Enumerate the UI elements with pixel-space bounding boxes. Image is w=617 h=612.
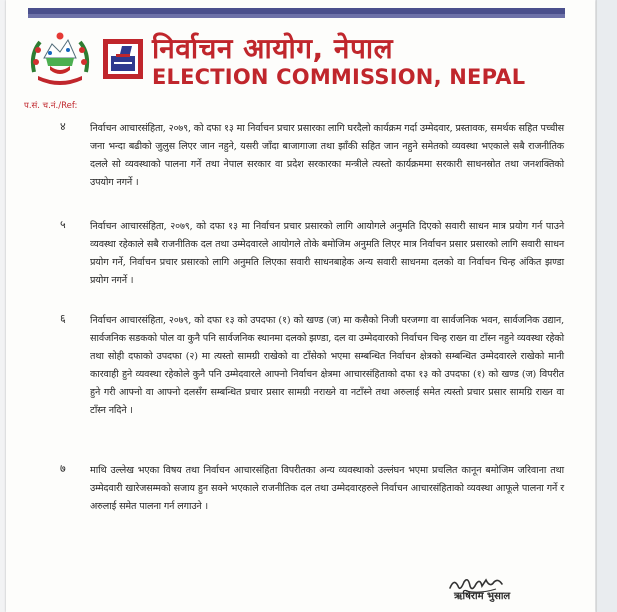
paragraph-text: निर्वाचन आचारसंहिता, २०७९, को दफा १३ मा निर्वाचन प्रचार प्रसारका लागि घरदैलो कार्यक्रम गर्दा उम्मेदवार, प्रस्तावक, समर्थक सहित पच्चीस जना भन्दा बढीको जुलुस लिएर जान नहुने, यसरी जाँदा बाजागाजा तथा झाँकी सहित जान नहुने समेतको व्यवस्था भएकाले सबै राजनीतिक दलले सो व्यवस्थाको पालना गर्ने तथा नेपाल सरकार वा प्रदेश सरकारका मन्त्रीले त्यस्तो कार्यक्रममा सरकारी साधनस्रोत तथा जनशक्तिको उपयोग नगर्ने । [90,123,564,188]
paragraph-text: निर्वाचन आचारसंहिता, २०७९, को दफा १३ मा निर्वाचन प्रचार प्रसारको लागि आयोगले अनुमति दिएको सवारी साधन मात्र प्रयोग गर्न पाउने व्यवस्था रहेकाले सबै राजनीतिक दल तथा उम्मेदवारले आयोगले तोके बमोजिम अनुमति लिएर मात्र निर्वाचन प्रसार प्रसारको लागि सवारी साधन प्रयोग गर्ने, निर्वाचन प्रचार प्रसारको लागि अनुमति लिएका सवारी साधनबाहेक अन्य सवारी साधनमा दलको वा निर्वाचन चिन्ह अंकित झण्डा प्रयोग नगर्ने । [90,221,564,286]
signatory-name: ऋषिराम भुसाल [454,591,511,602]
title-english: ELECTION COMMISSION, NEPAL [152,65,526,89]
paragraph-text: माथि उल्लेख भएका विषय तथा निर्वाचन आचारसंहिता विपरीतका अन्य व्यवस्थाको उल्लंघन भएमा प्रचलित कानून बमोजिम जरिवाना तथा उम्मेदवारी खारेजसम्मको सजाय हुन सक्ने भएकाले राजनीतिक दल तथा उम्मेदवारहरुले निर्वाचन आचारसंहिताको व्यवस्था आफूले पालना गर्ने र अरुलाई समेत पालना गर्न लगाउने । [90,465,564,512]
reference-label: प.सं. च.नं./Ref: [24,101,78,111]
paragraph-text: निर्वाचन आचारसंहिता, २०७९, को दफा १३ को उपदफा (१) को खण्ड (ज) मा कसैको निजी घरजग्गा वा सार्वजनिक भवन, सार्वजनिक उद्यान, सार्वजनिक सडकको पोल वा कुनै पनि सार्वजनिक स्थानमा दलको झण्डा, दल वा उम्मेदवारको निर्वाचन चिन्ह राख्न वा टाँस्न नहुने व्यवस्था रहेको तथा सोही दफाको उपदफा (२) मा त्यस्तो सामग्री राखेको वा टाँसेको भएमा सम्बन्धित निर्वाचन क्षेत्रको सम्बन्धित उम्मेदवारले राखेको मानी कारवाही हुने व्यवस्था रहेकोले कुनै पनि उम्मेदवारले आफ्नो निर्वाचन क्षेत्रमा आचारसंहिताको दफा १३ को उपदफा (१) को खण्ड (ज) विपरीत हुने गरी आफ्नो वा आफ्नो दलसँग सम्बन्धित प्रचार प्रसार सामग्री नराख्ने वा नटाँस्ने तथा अरुलाई समेत त्यस्तो प्रचार प्रसार सामग्रि राख्न वा टाँस्न नदिने । [90,315,565,416]
paragraph-number: ७ [60,462,66,475]
document-page [6,0,595,612]
title-nepali: निर्वाचन आयोग, नेपाल [152,32,394,65]
paragraph-number: ६ [60,312,66,325]
viewer-side-strip [596,0,617,612]
letterhead-band-bottom [28,14,565,18]
ballot-box-logo-icon [102,38,144,80]
paragraph-number: ५ [60,218,66,231]
paragraph-number: ४ [60,120,66,133]
nepal-emblem-icon [28,28,92,90]
